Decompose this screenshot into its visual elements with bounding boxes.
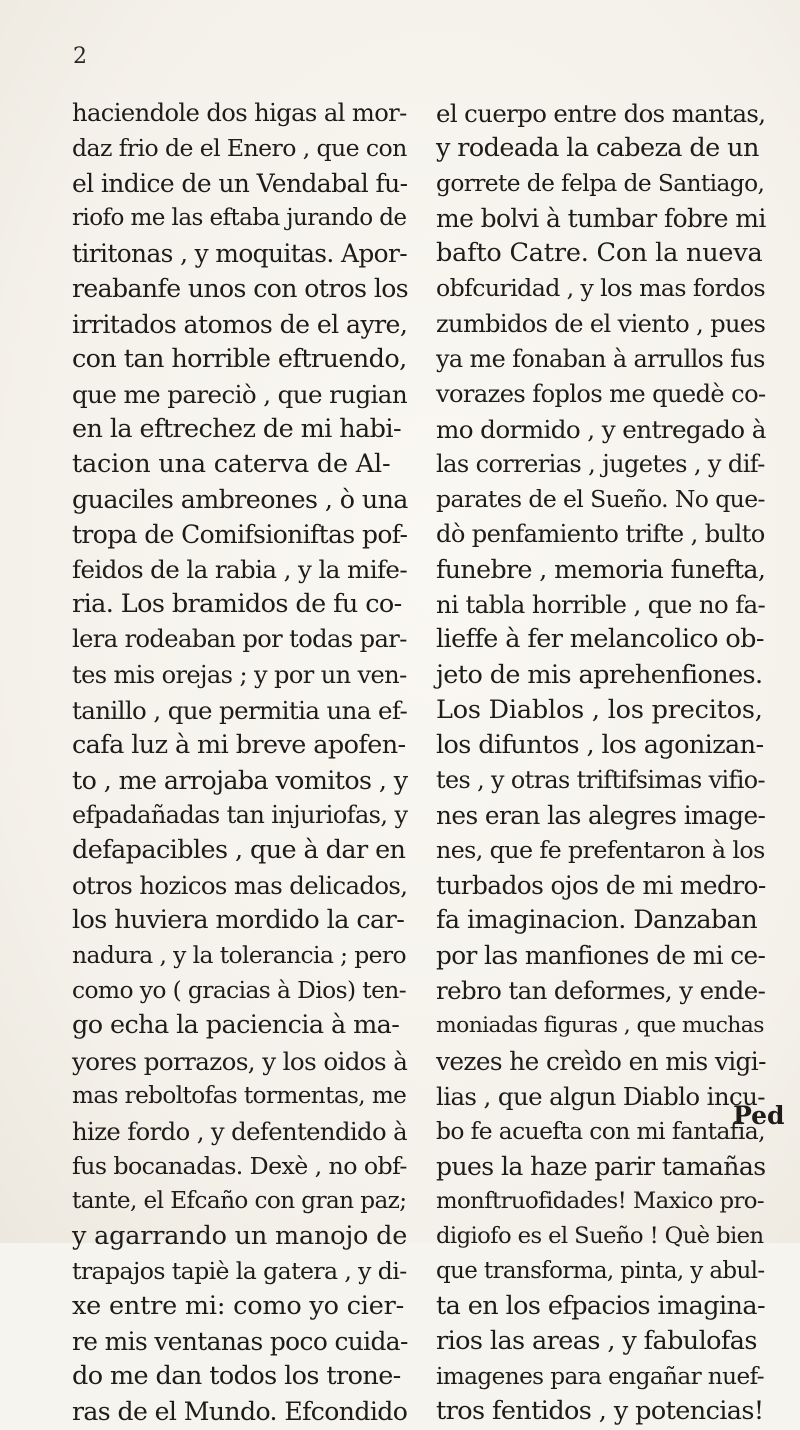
text-line: guaciles ambreones , ò una bbox=[72, 484, 408, 515]
text-line: moniadas figuras , que muchas bbox=[436, 1013, 764, 1039]
right-text-column bbox=[436, 96, 766, 1430]
text-line: otros hozicos mas delicados, bbox=[72, 871, 408, 901]
text-line: tropa de Comifsioniftas pof- bbox=[72, 520, 408, 550]
text-line: me bolvi à tumbar fobre mi bbox=[436, 204, 766, 234]
text-line: como yo ( gracias à Dios) ten- bbox=[72, 976, 407, 1005]
text-line: los difuntos , los agonizan- bbox=[436, 729, 764, 760]
text-line: funebre , memoria funefta, bbox=[436, 555, 766, 585]
left-text-column bbox=[72, 96, 408, 1430]
text-line: imagenes para engañar nuef- bbox=[436, 1363, 764, 1391]
text-line: y rodeada la cabeza de un bbox=[436, 133, 759, 164]
text-line: tes , y otras triftifsimas vifio- bbox=[436, 765, 765, 794]
text-line: haciendole dos higas al mor- bbox=[72, 99, 407, 127]
catchword: Ped bbox=[733, 1101, 785, 1130]
text-line: bo fe acuefta con mi fantafia, bbox=[436, 1116, 765, 1145]
text-line: feidos de la rabia , y la mife- bbox=[72, 555, 408, 585]
text-line: que transforma, pinta, y abul- bbox=[436, 1258, 765, 1285]
text-line: el cuerpo entre dos mantas, bbox=[436, 99, 766, 128]
text-line: ras de el Mundo. Efcondido bbox=[72, 1397, 408, 1427]
text-line: nes eran las alegres image- bbox=[436, 800, 766, 830]
text-line: to , me arrojaba vomitos , y bbox=[72, 764, 408, 795]
text-line: tes mis orejas ; y por un ven- bbox=[72, 660, 407, 689]
text-line: ni tabla horrible , que no fa- bbox=[436, 590, 766, 620]
text-line: tanillo , que permitia una ef- bbox=[72, 695, 408, 725]
text-line: rebro tan deformes, y ende- bbox=[436, 976, 766, 1006]
text-line: lera rodeaban por todas par- bbox=[72, 625, 407, 654]
text-line: irritados atomos de el ayre, bbox=[72, 309, 408, 339]
text-line: tros fentidos , y potencias! bbox=[436, 1396, 764, 1427]
text-line: vezes he creìdo en mis vigi- bbox=[436, 1046, 766, 1076]
text-line: los huviera mordido la car- bbox=[72, 905, 405, 936]
text-line: gorrete de felpa de Santiago, bbox=[436, 170, 765, 198]
text-line: nes, que fe prefentaron à los bbox=[436, 835, 765, 864]
text-line: nadura , y la tolerancia ; pero bbox=[72, 941, 406, 970]
text-line: ya me fonaban à arrullos fus bbox=[436, 344, 765, 373]
text-line: fus bocanadas. Dexè , no obf- bbox=[72, 1151, 407, 1180]
text-line: vorazes foplos me quedè co- bbox=[436, 379, 766, 408]
text-line: do me dan todos los trone- bbox=[72, 1361, 401, 1392]
text-line: el indice de un Vendabal fu- bbox=[72, 169, 408, 199]
text-line: y agarrando un manojo de bbox=[72, 1221, 408, 1251]
text-line: ria. Los bramidos de fu co- bbox=[72, 589, 402, 620]
text-line: Los Diablos , los precitos, bbox=[436, 694, 763, 725]
text-line: efpadañadas tan injuriofas, y bbox=[72, 800, 408, 829]
text-line: go echa la paciencia à ma- bbox=[72, 1010, 400, 1041]
text-line: bafto Catre. Con la nueva bbox=[436, 238, 763, 269]
text-line: digiofo es el Sueño ! Què bien bbox=[436, 1223, 764, 1249]
text-line: dò penfamiento trifte , bulto bbox=[436, 520, 765, 549]
text-line: en la eftrechez de mi habi- bbox=[72, 413, 401, 444]
text-line: monftruofidades! Maxico pro- bbox=[436, 1187, 764, 1214]
text-line: re mis ventanas poco cuida- bbox=[72, 1327, 408, 1357]
text-line: lias , que algun Diablo incu- bbox=[436, 1081, 765, 1111]
text-line: daz frio de el Enero , que con bbox=[72, 134, 407, 163]
text-line: jeto de mis aprehenfiones. bbox=[436, 659, 763, 690]
text-line: pues la haze parir tamañas bbox=[436, 1151, 766, 1181]
text-line: por las manfiones de mi ce- bbox=[436, 941, 766, 971]
text-line: yores porrazos, y los oidos à bbox=[72, 1046, 408, 1076]
text-line: turbados ojos de mi medro- bbox=[436, 871, 766, 901]
text-line: obfcuridad , y los mas fordos bbox=[436, 274, 765, 303]
text-line: defapacibles , que à dar en bbox=[72, 834, 406, 865]
text-line: mas reboltofas tormentas, me bbox=[72, 1082, 407, 1109]
text-line: parates de el Sueño. No que- bbox=[436, 485, 765, 514]
text-line: trapajos tapiè la gatera , y di- bbox=[72, 1257, 407, 1286]
text-line: xe entre mi: como yo cier- bbox=[72, 1291, 405, 1322]
text-line: tiritonas , y moquitas. Apor- bbox=[72, 239, 408, 269]
page-number: 2 bbox=[73, 44, 87, 69]
text-line: mo dormido , y entregado à bbox=[436, 414, 766, 444]
text-line: zumbidos de el viento , pues bbox=[436, 309, 766, 338]
text-line: tante, el Efcaño con gran paz; bbox=[72, 1187, 407, 1214]
text-line: fa imaginacion. Danzaban bbox=[436, 905, 758, 936]
text-line: riofo me las eftaba jurando de bbox=[72, 205, 407, 232]
text-line: reabanfe unos con otros los bbox=[72, 274, 409, 304]
text-line: con tan horrible eftruendo, bbox=[72, 343, 407, 374]
text-line: cafa luz à mi breve apofen- bbox=[72, 729, 406, 760]
text-line: tacion una caterva de Al- bbox=[72, 448, 391, 479]
text-line: rios las areas , y fabulofas bbox=[436, 1326, 757, 1357]
text-line: que me pareciò , que rugian bbox=[72, 379, 408, 409]
text-line: las correrias , jugetes , y dif- bbox=[436, 449, 765, 478]
text-line: hize fordo , y defentendido à bbox=[72, 1116, 407, 1146]
text-line: ta en los efpacios imagina- bbox=[436, 1291, 765, 1322]
text-line: lieffe à fer melancolico ob- bbox=[436, 624, 764, 655]
